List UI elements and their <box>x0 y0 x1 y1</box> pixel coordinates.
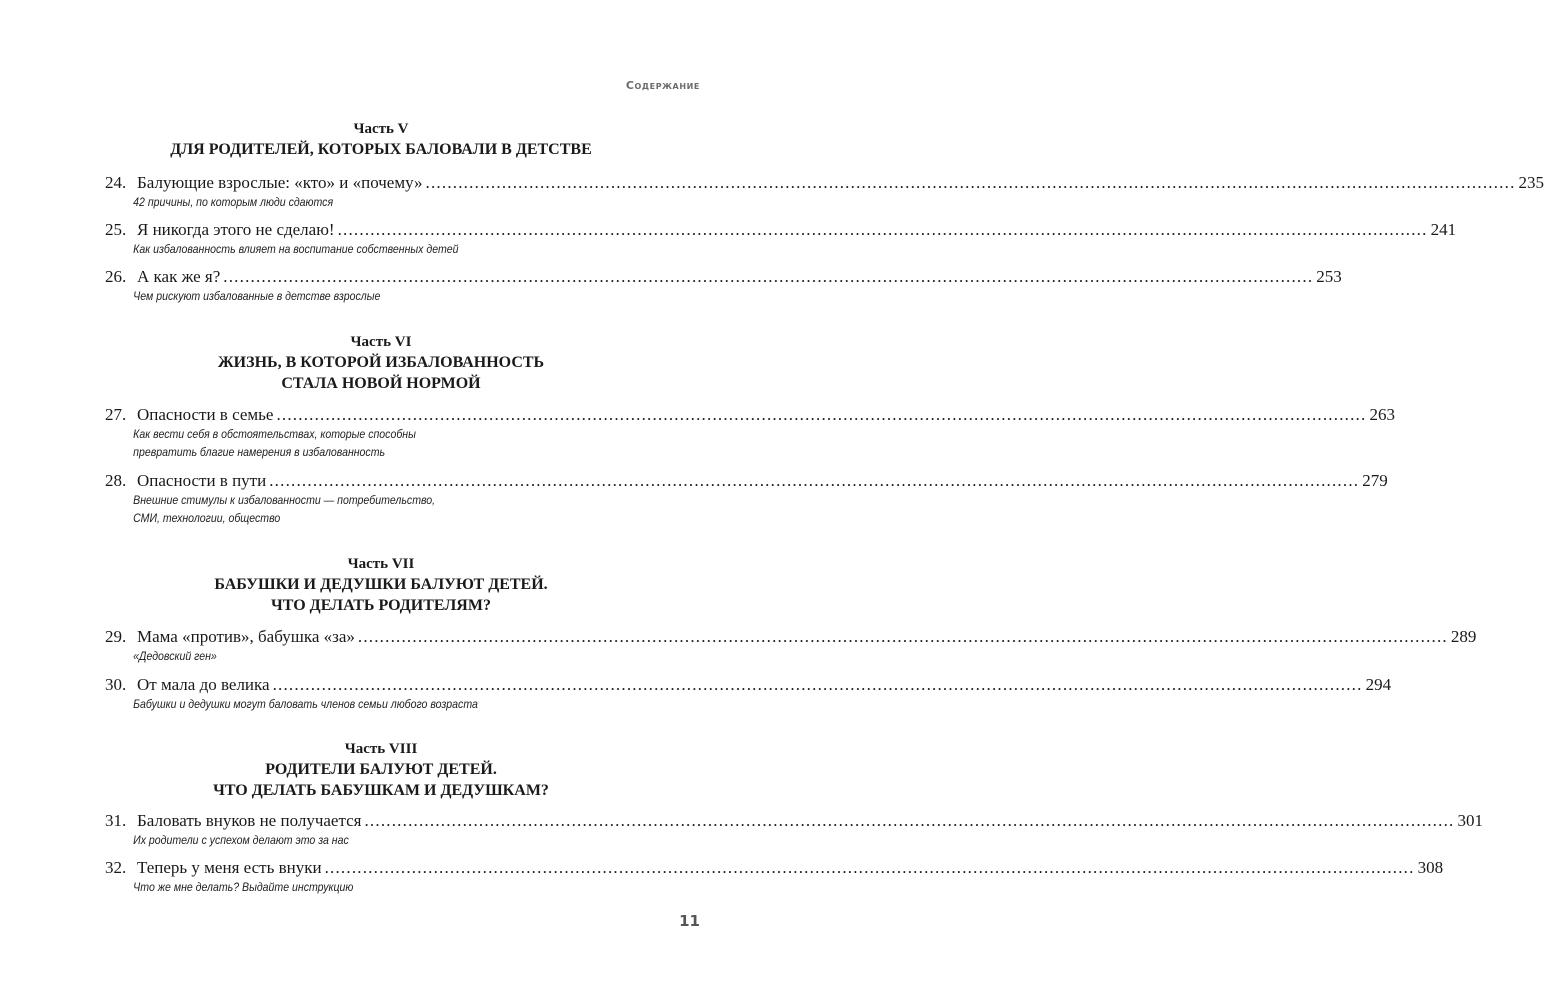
chapter-title: Я никогда этого не сделаю! <box>137 220 335 239</box>
dot-leader: ........................................................................................................................................................................................................ <box>364 811 1455 830</box>
page-ref: 263 <box>1369 405 1395 424</box>
chapter-title: А как же я? <box>137 267 221 286</box>
chapter-subtitle: СМИ, технологии, общество <box>133 511 281 525</box>
chapter-title: От мала до велика <box>137 675 270 694</box>
toc-entry[interactable] <box>105 626 1477 665</box>
chapter-subtitle: 42 причины, по которым люди сдаются <box>133 195 334 209</box>
chapter-subtitle: Как избалованность влияет на воспитание собственных детей <box>133 242 459 256</box>
toc-entry[interactable] <box>105 674 1392 713</box>
chapter-title: Мама «против», бабушка «за» <box>137 627 355 646</box>
chapter-number: 30. <box>105 675 127 694</box>
page-ref: 301 <box>1457 811 1483 830</box>
part-title: РОДИТЕЛИ БАЛУЮТ ДЕТЕЙ. <box>265 761 497 778</box>
dot-leader: ........................................................................................................................................................................................................ <box>276 405 1367 424</box>
chapter-number: 31. <box>105 811 127 830</box>
page-ref: 241 <box>1430 220 1457 239</box>
part-label: Часть VI <box>350 334 412 350</box>
chapter-title: Балующие взрослые: «кто» и «почему» <box>137 173 423 192</box>
running-head: Содержание <box>625 79 700 92</box>
chapter-subtitle: превратить благие намерения в избалованность <box>133 445 386 459</box>
part-title: БАБУШКИ И ДЕДУШКИ БАЛУЮТ ДЕТЕЙ. <box>214 576 548 593</box>
chapter-subtitle: Внешние стимулы к избалованности — потребительство, <box>133 493 436 507</box>
page-number: 11 <box>679 912 700 930</box>
toc-entry[interactable] <box>105 810 1483 849</box>
chapter-number: 25. <box>105 220 127 239</box>
dot-leader: ........................................................................................................................................................................................................ <box>272 675 1363 694</box>
page-ref: 253 <box>1316 267 1342 286</box>
toc-entry[interactable] <box>105 219 1457 258</box>
page-ref: 289 <box>1450 627 1477 646</box>
chapter-title: Теперь у меня есть внуки <box>137 858 322 877</box>
page-ref: 308 <box>1417 858 1444 877</box>
part-label: Часть V <box>353 121 409 137</box>
part-label: Часть VIII <box>344 741 418 757</box>
toc-entry[interactable] <box>105 404 1395 461</box>
chapter-subtitle: «Дедовский ген» <box>133 649 217 663</box>
chapter-number: 29. <box>105 627 127 646</box>
dot-leader: ........................................................................................................................................................................................................ <box>337 220 1428 239</box>
chapter-title: Опасности в семье <box>137 405 274 424</box>
toc-entry[interactable] <box>105 172 1544 211</box>
chapter-subtitle: Что же мне делать? Выдайте инструкцию <box>133 880 354 894</box>
page-ref: 235 <box>1518 173 1544 192</box>
dot-leader: ........................................................................................................................................................................................................ <box>324 858 1415 877</box>
dot-leader: ........................................................................................................................................................................................................ <box>357 627 1448 646</box>
chapter-subtitle: Чем рискуют избалованные в детстве взрослые <box>133 289 381 303</box>
toc-entry[interactable] <box>105 857 1444 896</box>
dot-leader: ........................................................................................................................................................................................................ <box>269 471 1360 490</box>
chapter-subtitle: Их родители с успехом делают это за нас <box>133 833 349 847</box>
dot-leader: ........................................................................................................................................................................................................ <box>425 173 1516 192</box>
part-heading <box>105 120 657 160</box>
chapter-number: 28. <box>105 471 127 490</box>
chapter-number: 27. <box>105 405 127 424</box>
part-title: ЧТО ДЕЛАТЬ БАБУШКАМ И ДЕДУШКАМ? <box>213 782 549 799</box>
toc-entry[interactable] <box>105 470 1388 527</box>
part-label: Часть VII <box>347 556 415 572</box>
part-title: СТАЛА НОВОЙ НОРМОЙ <box>281 375 481 392</box>
part-title: ДЛЯ РОДИТЕЛЕЙ, КОТОРЫХ БАЛОВАЛИ В ДЕТСТВЕ <box>170 141 592 158</box>
chapter-subtitle: Бабушки и дедушки могут баловать членов семьи любого возраста <box>133 697 478 711</box>
dot-leader: ........................................................................................................................................................................................................ <box>223 267 1314 286</box>
part-heading <box>105 740 657 801</box>
chapter-subtitle: Как вести себя в обстоятельствах, которые способны <box>133 427 416 441</box>
toc-entry[interactable] <box>105 266 1342 305</box>
part-title: ЧТО ДЕЛАТЬ РОДИТЕЛЯМ? <box>271 597 491 614</box>
chapter-title: Опасности в пути <box>137 471 267 490</box>
chapter-title: Баловать внуков не получается <box>137 811 362 830</box>
chapter-number: 24. <box>105 173 127 192</box>
page-ref: 294 <box>1365 675 1392 694</box>
chapter-number: 26. <box>105 267 127 286</box>
part-title: ЖИЗНЬ, В КОТОРОЙ ИЗБАЛОВАННОСТЬ <box>217 354 545 371</box>
page-ref: 279 <box>1362 471 1388 490</box>
part-heading <box>105 333 657 394</box>
chapter-number: 32. <box>105 858 127 877</box>
part-heading <box>105 555 657 616</box>
